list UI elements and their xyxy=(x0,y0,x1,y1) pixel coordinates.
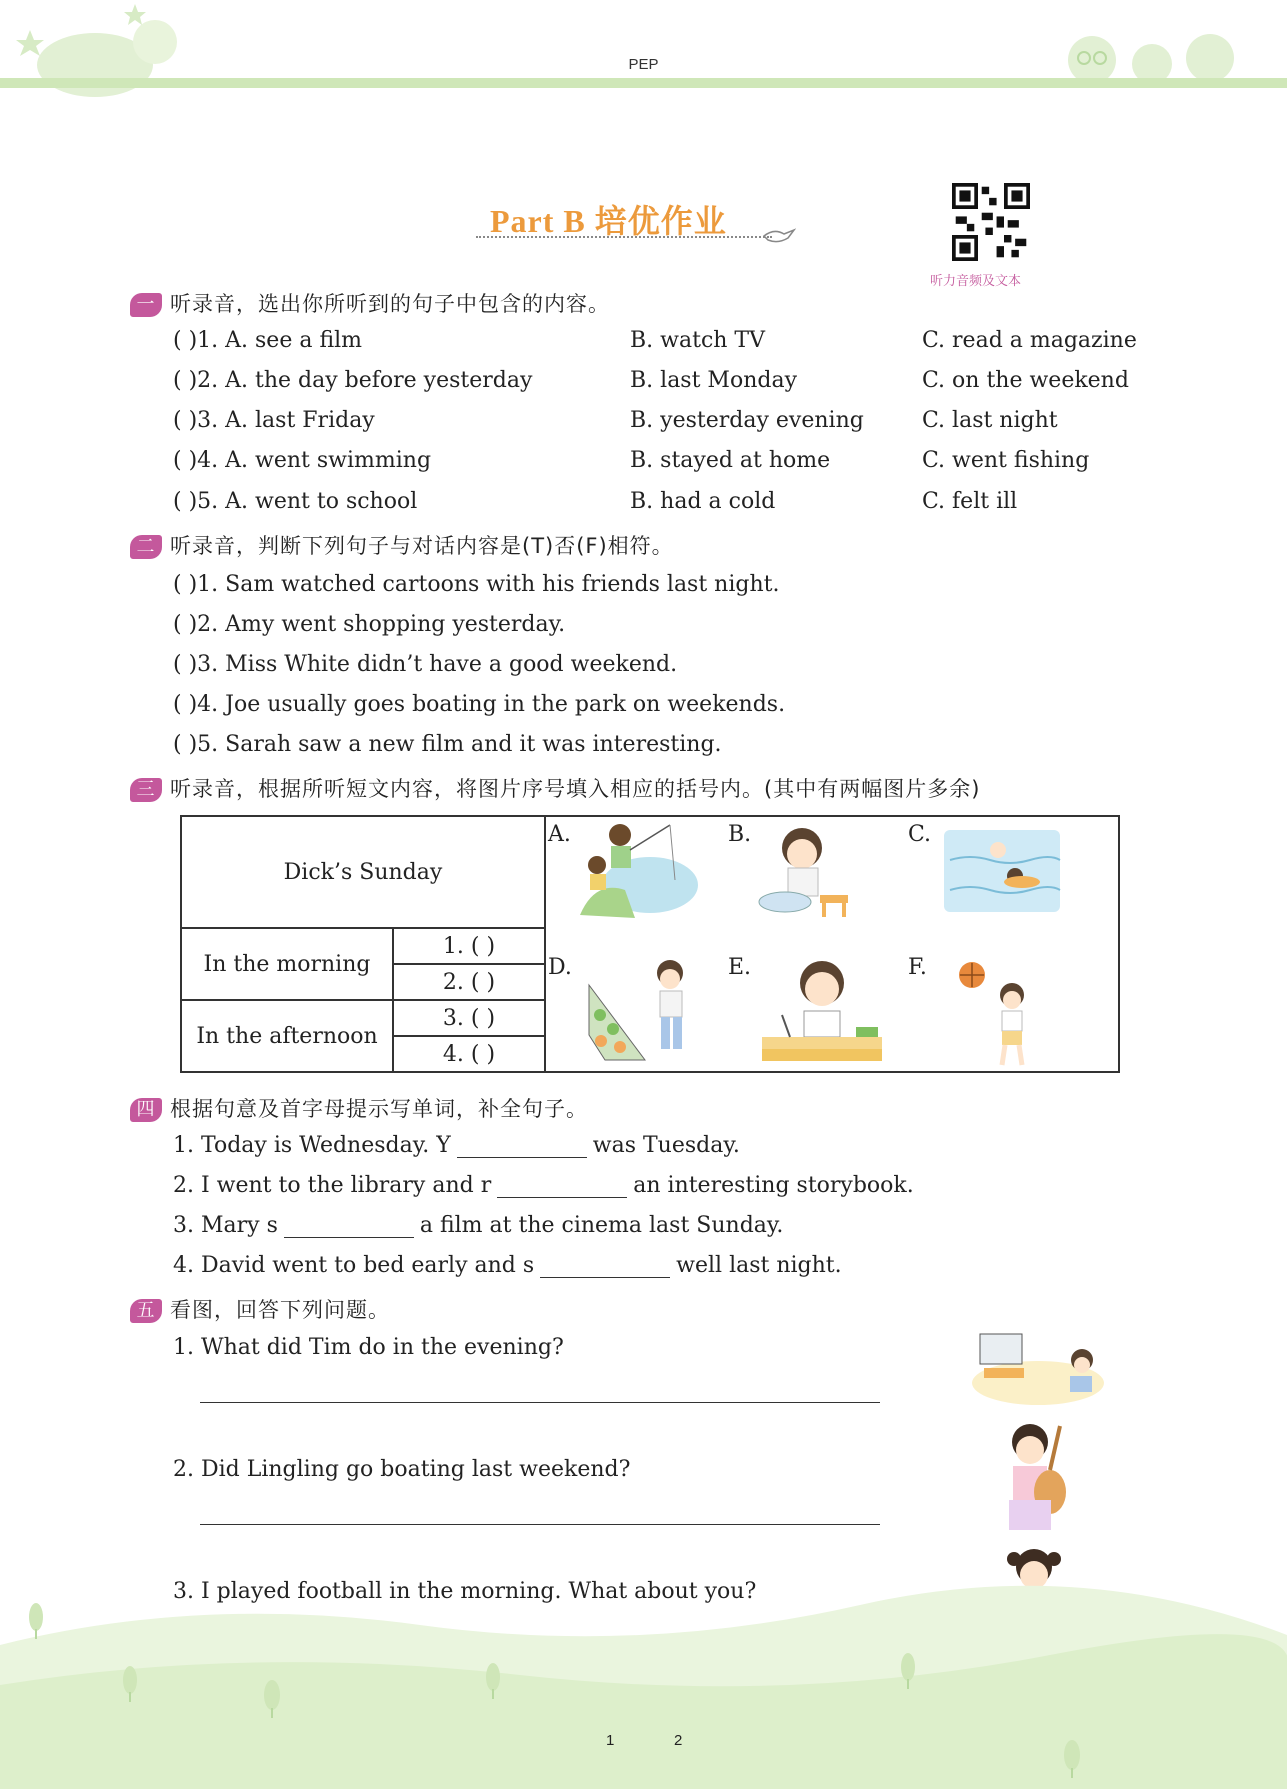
s2-item-1: ( )1. Sam watched cartoons with his friends last night. xyxy=(173,572,780,597)
section2-heading xyxy=(130,530,674,560)
section5-heading-text: 看图，回答下列问题。 xyxy=(170,1298,390,1322)
slot-3[interactable]: 3. ( ) xyxy=(393,1000,545,1036)
s4-item-2-post: an interesting storybook. xyxy=(633,1173,914,1198)
slot-2[interactable]: 2. ( ) xyxy=(393,964,545,1000)
header-text: PEP xyxy=(628,56,659,73)
pic-label-f: F. xyxy=(908,955,927,980)
header-decoration-left xyxy=(0,0,200,110)
section4-heading xyxy=(130,1093,588,1123)
morning-label: In the morning xyxy=(203,951,371,977)
section2-badge: 二 xyxy=(130,535,162,559)
s1-item-2-c: C. on the weekend xyxy=(922,368,1129,393)
s4-item-1-pre: 1. Today is Wednesday. Y xyxy=(173,1133,451,1158)
section3-badge: 三 xyxy=(130,778,162,802)
morning-cell xyxy=(181,928,393,1000)
s5-question-3: 3. I played football in the morning. What about you? xyxy=(173,1579,757,1604)
qr-caption: 听力音频及文本 xyxy=(930,274,1022,289)
s4-item-4-post: well last night. xyxy=(676,1253,842,1278)
s4-item-2-pre: 2. I went to the library and r xyxy=(173,1173,492,1198)
afternoon-label: In the afternoon xyxy=(196,1023,378,1049)
s2-item-4: ( )4. Joe usually goes boating in the park on weekends. xyxy=(173,692,786,717)
section3-heading-text: 听录音，根据所听短文内容，将图片序号填入相应的括号内。(其中有两幅图片多余) xyxy=(170,777,981,801)
section1-heading-text: 听录音，选出你所听到的句子中包含的内容。 xyxy=(170,292,610,316)
section1-badge: 一 xyxy=(130,293,162,317)
s1-item-5-c: C. felt ill xyxy=(922,489,1018,514)
afternoon-cell xyxy=(181,1000,393,1072)
pic-label-c: C. xyxy=(908,822,932,847)
s1-item-5-a: ( )5. A. went to school xyxy=(173,489,418,514)
section1-heading xyxy=(130,288,610,318)
s5-question-2: 2. Did Lingling go boating last weekend? xyxy=(173,1457,631,1482)
qr-code-icon xyxy=(952,183,1030,261)
s4-item-4-pre: 4. David went to bed early and s xyxy=(173,1253,535,1278)
swimming-illustration xyxy=(940,820,1065,920)
bird-icon xyxy=(762,224,796,246)
s1-item-4-c: C. went fishing xyxy=(922,448,1090,473)
s5-answer-line-2[interactable] xyxy=(200,1524,880,1525)
watching-tv-illustration xyxy=(970,1328,1105,1408)
pic-label-d: D. xyxy=(548,955,572,980)
section4-badge: 四 xyxy=(130,1098,162,1122)
s1-item-4-b: B. stayed at home xyxy=(630,448,831,473)
s4-item-3-pre: 3. Mary s xyxy=(173,1213,278,1238)
s1-item-1-c: C. read a magazine xyxy=(922,328,1137,353)
s4-item-2 xyxy=(173,1173,914,1198)
s5-answer-line-1[interactable] xyxy=(200,1402,880,1403)
basketball-illustration xyxy=(950,955,1050,1070)
section5-heading xyxy=(130,1294,390,1324)
s1-item-1-a: ( )1. A. see a film xyxy=(173,328,363,353)
slot-1[interactable]: 1. ( ) xyxy=(393,928,545,964)
pic-label-e: E. xyxy=(728,955,752,980)
section4-heading-text: 根据句意及首字母提示写单词，补全句子。 xyxy=(170,1097,588,1121)
s4-item-3-blank[interactable] xyxy=(284,1215,414,1238)
shopping-illustration xyxy=(585,955,695,1065)
page-number-left: 1 xyxy=(606,1732,615,1749)
washing-clothes-illustration xyxy=(740,820,865,920)
s4-item-4 xyxy=(173,1253,842,1278)
s5-question-1: 1. What did Tim do in the evening? xyxy=(173,1335,564,1360)
slot-4[interactable]: 4. ( ) xyxy=(393,1036,545,1072)
fishing-illustration xyxy=(575,820,700,920)
s2-item-2: ( )2. Amy went shopping yesterday. xyxy=(173,612,566,637)
s2-item-3: ( )3. Miss White didn’t have a good weekend. xyxy=(173,652,678,677)
s4-item-1 xyxy=(173,1133,740,1158)
pic-label-a: A. xyxy=(548,822,571,847)
reading-illustration xyxy=(760,955,885,1065)
s2-item-5: ( )5. Sarah saw a new film and it was interesting. xyxy=(173,732,722,757)
footer-landscape xyxy=(0,1555,1287,1789)
section2-heading-text: 听录音，判断下列句子与对话内容是(T)否(F)相符。 xyxy=(170,534,674,558)
pic-label-b: B. xyxy=(728,822,752,847)
s1-item-4-a: ( )4. A. went swimming xyxy=(173,448,432,473)
table-title-cell xyxy=(181,816,545,928)
title-underline xyxy=(476,236,772,238)
section5-badge: 五 xyxy=(130,1299,162,1323)
s4-item-1-post: was Tuesday. xyxy=(592,1133,740,1158)
section3-heading xyxy=(130,773,980,803)
table-title: Dick’s Sunday xyxy=(283,859,443,885)
s1-item-3-a: ( )3. A. last Friday xyxy=(173,408,375,433)
header-band xyxy=(0,78,1287,88)
s4-item-3-post: a film at the cinema last Sunday. xyxy=(419,1213,784,1238)
s4-item-4-blank[interactable] xyxy=(540,1255,670,1278)
s4-item-2-blank[interactable] xyxy=(497,1175,627,1198)
page-number-right: 2 xyxy=(674,1732,683,1749)
s1-item-5-b: B. had a cold xyxy=(630,489,776,514)
s1-item-1-b: B. watch TV xyxy=(630,328,765,353)
s1-item-3-b: B. yesterday evening xyxy=(630,408,864,433)
s4-item-3 xyxy=(173,1213,783,1238)
playing-pipa-illustration xyxy=(995,1420,1085,1538)
s1-item-2-a: ( )2. A. the day before yesterday xyxy=(173,368,533,393)
s1-item-3-c: C. last night xyxy=(922,408,1058,433)
s1-item-2-b: B. last Monday xyxy=(630,368,797,393)
s4-item-1-blank[interactable] xyxy=(457,1135,587,1158)
page-title: Part B 培优作业 xyxy=(490,203,727,239)
